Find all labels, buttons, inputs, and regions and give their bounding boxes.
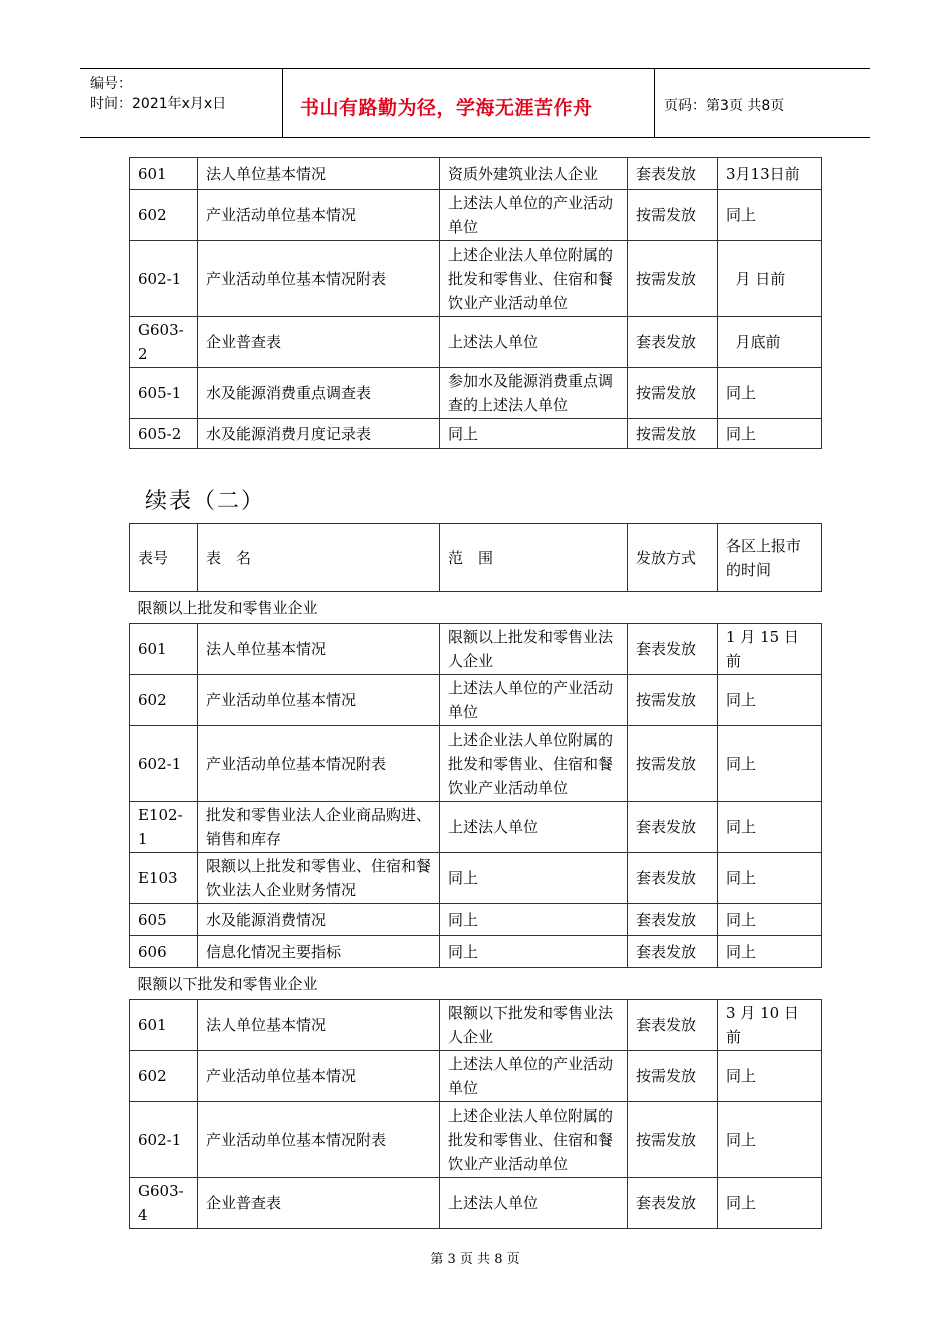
cell-time: 同上 [718,904,822,936]
table-row [130,368,822,419]
header-motto-cell [282,69,655,137]
cell-method: 按需发放 [628,419,718,449]
cell-code: 602-1 [130,1102,198,1178]
cell-name: 企业普查表 [198,317,440,368]
header-motto: 书山有路勤为径，学海无涯苦作舟 [300,97,593,119]
cell-time: 同上 [718,419,822,449]
cell-time: 同上 [718,726,822,802]
cell-time: 同上 [718,368,822,419]
table-row [130,802,822,853]
cell-name: 法人单位基本情况 [198,624,440,675]
cell-time: 月 日前 [718,241,822,317]
cell-method: 套表发放 [628,802,718,853]
cell-method: 按需发放 [628,368,718,419]
table-row [130,190,822,241]
cell-scope: 同上 [440,936,628,968]
cell-name: 产业活动单位基本情况附表 [198,241,440,317]
cell-method: 按需发放 [628,1102,718,1178]
cell-scope: 上述法人单位 [440,317,628,368]
cell-name: 法人单位基本情况 [198,1000,440,1051]
header-scope: 范 围 [440,524,628,592]
table-row [130,419,822,449]
cell-method: 套表发放 [628,317,718,368]
table-row [130,1051,822,1102]
cell-time: 同上 [718,1051,822,1102]
cell-code: E102-1 [130,802,198,853]
cell-scope: 同上 [440,853,628,904]
cell-code: 601 [130,624,198,675]
table-row [130,726,822,802]
cell-scope: 上述法人单位 [440,1178,628,1229]
table-row [130,1178,822,1229]
cell-time: 同上 [718,853,822,904]
header-date: 时间：2021年x月x日 [90,96,227,112]
header-number: 编号： [90,76,132,92]
cell-method: 套表发放 [628,624,718,675]
cell-name: 产业活动单位基本情况附表 [198,726,440,802]
table-row [130,936,822,968]
cell-name: 产业活动单位基本情况附表 [198,1102,440,1178]
cell-name: 产业活动单位基本情况 [198,190,440,241]
cell-scope: 上述企业法人单位附属的批发和零售业、住宿和餐饮业产业活动单位 [440,1102,628,1178]
table-1 [129,157,822,449]
cell-name: 信息化情况主要指标 [198,936,440,968]
table-2 [129,523,822,1229]
cell-time: 1 月 15 日前 [718,624,822,675]
section-row [130,592,822,624]
cell-code: 605-2 [130,419,198,449]
cell-scope: 上述法人单位的产业活动单位 [440,190,628,241]
cell-code: G603-2 [130,317,198,368]
header-name: 表 名 [198,524,440,592]
cell-time: 同上 [718,190,822,241]
cell-time: 同上 [718,675,822,726]
cell-name: 限额以上批发和零售业、住宿和餐饮业法人企业财务情况 [198,853,440,904]
cell-scope: 上述法人单位 [440,802,628,853]
cell-code: 602-1 [130,726,198,802]
page-footer: 第 3 页 共 8 页 [430,1252,520,1267]
cell-scope: 资质外建筑业法人企业 [440,158,628,190]
cell-method: 套表发放 [628,936,718,968]
cell-scope: 参加水及能源消费重点调查的上述法人单位 [440,368,628,419]
cell-time: 3月13日前 [718,158,822,190]
table-row [130,675,822,726]
header-time: 各区上报市的时间 [718,524,822,592]
section-label: 限额以上批发和零售业企业 [130,592,822,624]
cell-scope: 上述法人单位的产业活动单位 [440,675,628,726]
cell-code: G603-4 [130,1178,198,1229]
table-row [130,317,822,368]
cell-method: 按需发放 [628,241,718,317]
cell-time: 月底前 [718,317,822,368]
table-row [130,241,822,317]
cell-name: 企业普查表 [198,1178,440,1229]
cell-method: 套表发放 [628,853,718,904]
section-title: 续表（二） [145,489,266,514]
cell-method: 按需发放 [628,675,718,726]
cell-scope: 上述企业法人单位附属的批发和零售业、住宿和餐饮业产业活动单位 [440,726,628,802]
header-meta [80,69,283,137]
cell-scope: 限额以下批发和零售业法人企业 [440,1000,628,1051]
cell-code: 606 [130,936,198,968]
cell-time: 3 月 10 日前 [718,1000,822,1051]
cell-name: 法人单位基本情况 [198,158,440,190]
cell-name: 水及能源消费重点调查表 [198,368,440,419]
cell-time: 同上 [718,1102,822,1178]
cell-method: 套表发放 [628,1000,718,1051]
cell-name: 产业活动单位基本情况 [198,675,440,726]
cell-scope: 同上 [440,904,628,936]
cell-time: 同上 [718,936,822,968]
cell-code: 605 [130,904,198,936]
cell-method: 按需发放 [628,726,718,802]
cell-method: 套表发放 [628,904,718,936]
cell-code: 601 [130,158,198,190]
cell-method: 按需发放 [628,190,718,241]
table-row [130,1000,822,1051]
cell-method: 套表发放 [628,1178,718,1229]
cell-scope: 限额以上批发和零售业法人企业 [440,624,628,675]
table-row [130,853,822,904]
cell-name: 产业活动单位基本情况 [198,1051,440,1102]
section-row [130,968,822,1000]
cell-code: 601 [130,1000,198,1051]
cell-code: 605-1 [130,368,198,419]
page-header [80,68,870,138]
cell-time: 同上 [718,802,822,853]
cell-time: 同上 [718,1178,822,1229]
cell-code: E103 [130,853,198,904]
header-code: 表号 [130,524,198,592]
cell-name: 批发和零售业法人企业商品购进、销售和库存 [198,802,440,853]
cell-code: 602 [130,675,198,726]
cell-code: 602 [130,190,198,241]
table-header-row [130,524,822,592]
cell-method: 按需发放 [628,1051,718,1102]
header-page-cell [654,69,870,137]
cell-name: 水及能源消费情况 [198,904,440,936]
section-label: 限额以下批发和零售业企业 [130,968,822,1000]
cell-code: 602-1 [130,241,198,317]
table-row [130,158,822,190]
cell-scope: 上述企业法人单位附属的批发和零售业、住宿和餐饮业产业活动单位 [440,241,628,317]
cell-name: 水及能源消费月度记录表 [198,419,440,449]
header-method: 发放方式 [628,524,718,592]
cell-code: 602 [130,1051,198,1102]
header-page-number: 页码：第3页 共8页 [664,98,785,114]
table-row [130,1102,822,1178]
cell-method: 套表发放 [628,158,718,190]
cell-scope: 同上 [440,419,628,449]
table-row [130,904,822,936]
cell-scope: 上述法人单位的产业活动单位 [440,1051,628,1102]
table-row [130,624,822,675]
